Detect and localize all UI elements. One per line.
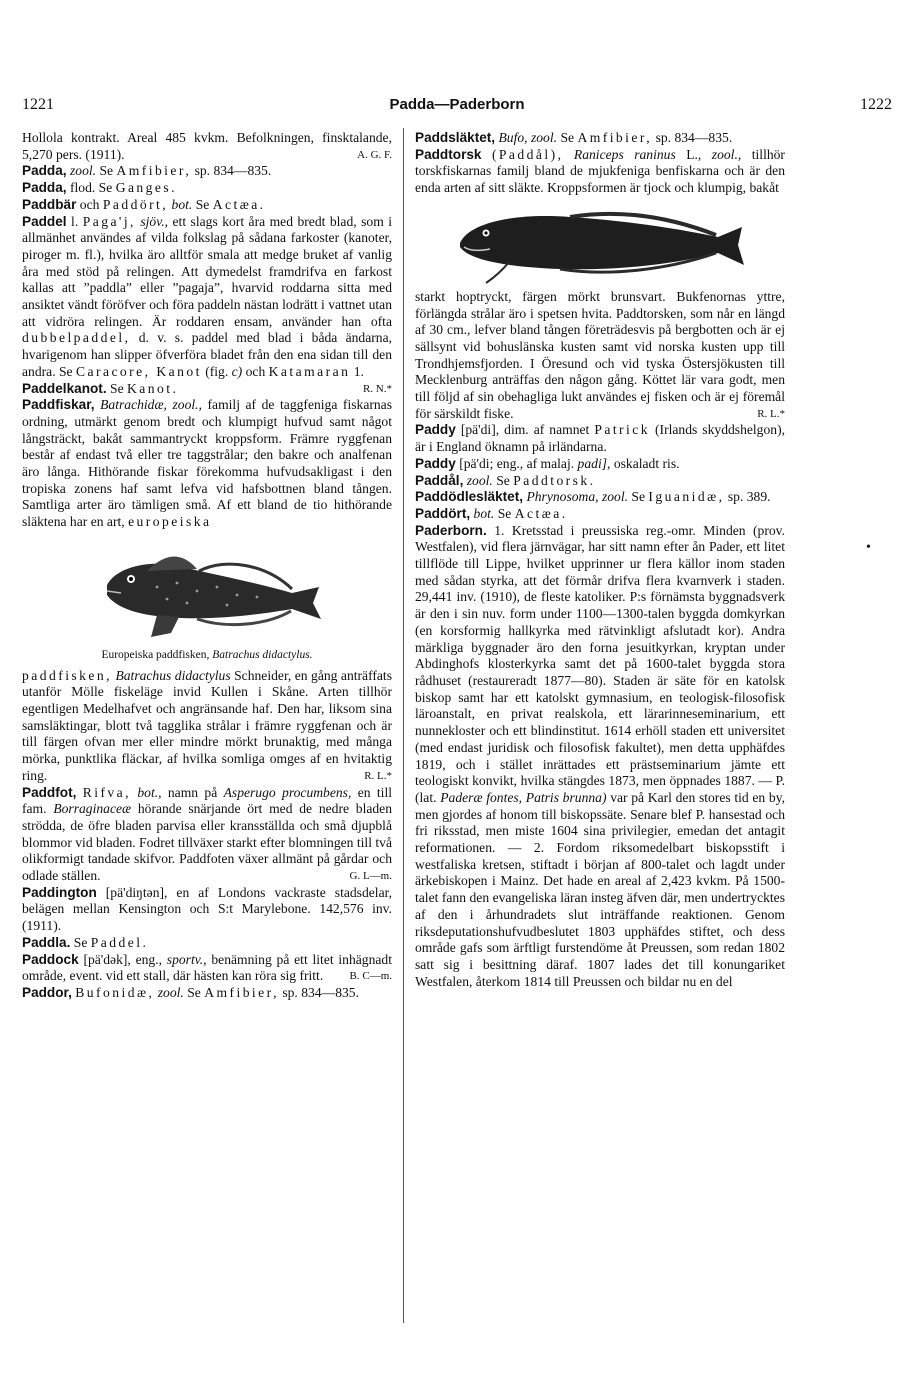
entry-padda-flod: Padda, flod. Se Ganges. <box>22 180 177 196</box>
headword: Paderborn. <box>415 522 487 538</box>
headword: Paddört, <box>415 505 471 521</box>
entry-paddort: Paddört, bot. Se Actæa. <box>415 505 568 521</box>
entry-paddy-2: Paddy [pä'di; eng., af malaj. padi], oskaladt ris. <box>415 455 680 471</box>
signature: R. L.* <box>364 769 392 782</box>
headword: Paddelkanot. <box>22 380 107 396</box>
signature: R. L.* <box>757 407 785 420</box>
headword: Paddål, <box>415 472 464 488</box>
headword: Paddington <box>22 884 97 900</box>
signature: A. G. F. <box>357 148 392 161</box>
entry-hollola: Hollola kontrakt. Areal 485 kvkm. Befolkningen, finsktalande, 5,270 pers. (1911). A. G. F. <box>22 130 392 162</box>
headword: Paddel <box>22 213 67 229</box>
entry-paddfiskar: Paddfiskar, Batrachidæ, zool., familj af de taggfeniga fiskarnas ordning, utmärkt genom bredt och klumpigt hufvud samt något långsträckt, bakåt sammantryckt kroppsform. Främre ryggfenan består af endast två eller tre taggstrålar; den bakre och analfenan äro långa. Hithörande fiskar förekomma hufvudsakligast i den tropiska zonens haf samt lefva vid hafsbottnen bland tången. Samtliga arter äro tämligen små. Af ett bland de tio hithörande släktena har en art, europeiska <box>22 397 393 530</box>
signature: B. C—m. <box>349 970 392 983</box>
column-divider <box>403 128 404 1323</box>
page-number-left: 1221 <box>22 96 54 113</box>
page-number-right: 1222 <box>860 96 892 113</box>
entry-paddtorsk-cont: starkt hoptryckt, färgen mörkt brunsvart. Bukfenornas yttre, förlängda strålar äro i spetsen hvita. Paddtorsken, som når en längd af 30 cm., lefver bland tången företrädesvis på bergbotten och är ej sällsynt vid bohuslänska kusten samt vid norska kusten upp till Trondhjemsfjorden. I Öresund och vid tyska Östersjökusten till Mecklenburg anträffas den någon gång. Köttet lär vara godt, men till följd af sin obehagliga lukt användes ej fisken och är ej föremål för särskildt fiske. R. L.* <box>415 288 785 421</box>
entry-paddelkanot: Paddelkanot. Se Kanot. <box>22 380 179 396</box>
headword: Padda, <box>22 163 67 179</box>
paddtorsk-illustration <box>450 203 750 285</box>
headword: Paddor, <box>22 984 72 1000</box>
paddtorsk-figure <box>415 203 785 285</box>
entry-padda-zool: Padda, zool. Se Amfibier, sp. 834—835. <box>22 163 272 179</box>
entry-paddfiskar-cont: paddfisken, Batrachus didactylus Schneider, en gång anträffats utanför Mölle fiskeläge invid Kullen i Skåne. Arten tillhör egentligen Medelhafvet och angränsande haf. Den har, liksom sina samsläktingar, blott två tagglika strålar i främre ryggfenan och är till färgen ofvan mer eller mindre mörkt brunaktig, med många mörka, punktlika fläckar, af hvilka somliga omges af en hvitaktig ring. R. L.* <box>22 667 392 783</box>
entry-paddel: Paddel l. Paga'j, sjöv., ett slags kort åra med bredt blad, som i allmänhet användes af vilda folkslag på sådana farkoster (kanoter, piroger m. fl.), hvilka äro alltför smala att medge bruket af vanlig åra med stöd på relingen. Att dymedelst framdrifva en farkost kallas att ”paddla” eller ”pagaja”, hvarvid roddarna sitta med ansiktet vändt föröfver och föra paddeln nästan lodrätt i vattnet utan att vidröra relingen. Är roddaren ensam, använder han ofta dubbelpaddel, d. v. s. paddel med blad i båda ändarna, hvarigenom han slipper öfverföra bladet från den ena sidan till den andra. Se Caracore, Kanot (fig. c) och Katamaran 1. R. N.* <box>22 214 392 381</box>
figure-caption: Europeiska paddfisken, Batrachus didactylus. <box>101 648 313 661</box>
entry-paddfot: Paddfot, Rifva, bot., namn på Asperugo procumbens, en till fam. Borraginaceæ hörande snärjande ört med de nedre bladen strödda, de öfre bladen parvisa eller kransställda och små djupblå blommor vid bladen. Fodret tillväxer starkt efter blomningen till två olikformigt tandade skifvor. Paddfoten växer allmänt på gårdar och odlade ställen. G. L—m. <box>22 784 393 884</box>
signature: G. L—m. <box>349 870 392 883</box>
entry-paderborn: Paderborn. 1. Kretsstad i preussiska reg.-omr. Minden (prov. Westfalen), vid flera järnvägar, har sitt namn efter ån Pader, ett litet tillflöde till Lippe, hvilket upprinner ur flera källor inom staden med sådan styrka, att det förmår drifva flera kvarnverk i staden. 29,441 inv. (1910), de fleste katoliker. P:s förnämsta byggnadsverk är den i sin nuv. form under 1100—1300-talen byggda domkyrkan (en korsformig hallkyrka med rätvinkligt afslutadt kor). Andra märkliga byggnader äro den forna jesuitkyrkan, kryptan under Abdinghofs klosterkyrka samt det på 1600-talet byggda stora rådhuset (restaureradt 1877—80). Staden är säte för en katolsk biskop samt har ett katolskt gymnasium, en teologisk-filosofisk läroanstalt, en privat realskola, ett lärarinneseminarium, ett nunnekloster och ett blindinstitut. 1614 erhöll staden ett universitet (med endast juridisk och filosofisk fakultet), men detta upphäfdes 1819, och i stället inrättades ett prästseminarium jämte ett teologiskt konvikt, hvilka stängdes 1873, men öppnades 1887. — P. (lat. Paderæ fontes, Patris brunna) var på Karl den stores tid en by, men gjordes af honom till biskopssäte. Senare blef P. hansestad och fri riksstad, men miste 1604 sina privilegier, emedan det antagit reformationen. — 2. Fordom riksomedelbart biskopsstift i westfaliska kretsen, stiftadt i början af 800-talet och lagdt under ärkebiskopen i Mainz. Det hade en areal af 2,423 kvkm. På 1500-talet fann den evangeliska läran insteg äfven där, men undertrycktes af den i århundradets slut inträffande reaktionen. Genom riksdeputationshufvudbeslutet 1803 upphäfdes stiftet, och dess område gafs som ärftligt furstendöme åt Preussen, som redan 1802 satt sig i besittning däraf. 1807 lades det till konungariket Westfalen, återkom 1814 till Preussen och bildar nu en del <box>415 522 786 989</box>
entry-paddy-1: Paddy [pä'di], dim. af namnet Patrick (Irlands skyddshelgon), är i England öknamn på irländarna. <box>415 422 786 455</box>
headword: Padda, <box>22 180 67 196</box>
entry-paddodlesläktet: Paddödlesläktet, Phrynosoma, zool. Se Iguanidæ, sp. 389. <box>415 489 771 505</box>
headword: Paddödlesläktet, <box>415 489 524 505</box>
entry-paddla: Paddla. Se Paddel. <box>22 934 149 950</box>
toadfish-figure <box>22 537 392 664</box>
entry-paddtorsk: Paddtorsk (Paddål), Raniceps raninus L., zool., tillhör torskfiskarnas familj bland de mjukfeniga benfiskarna och är den enda arten af sitt släkte. Kroppsformen är tjock och klumpig, bakåt <box>415 146 785 196</box>
entry-paddslaktet: Paddsläktet, Bufo, zool. Se Amfibier, sp. 834—835. <box>415 130 733 145</box>
headword: Paddfot, <box>22 784 77 800</box>
headword: Paddla. <box>22 934 71 950</box>
headword: Paddy <box>415 455 456 471</box>
headword: Paddock <box>22 951 79 967</box>
signature: R. N.* <box>362 382 392 395</box>
headword: Paddy <box>415 422 456 438</box>
headword: Paddtorsk <box>415 146 482 162</box>
toadfish-illustration <box>87 537 327 645</box>
headword: Paddfiskar, <box>22 397 95 413</box>
entry-paddor: Paddor, Bufonidæ, zool. Se Amfibier, sp. 834—835. <box>22 984 359 1000</box>
headword: Paddsläktet, <box>415 130 496 145</box>
headword: Paddbär <box>22 196 77 212</box>
entry-paddbar: Paddbär och Paddört, bot. Se Actæa. <box>22 196 266 212</box>
left-column <box>22 130 392 1002</box>
margin-dot: • <box>866 540 871 555</box>
page-header <box>22 96 892 120</box>
entry-paddington: Paddington [pä'diŋtən], en af Londons vackraste stadsdelar, belägen mellan Kensington och S:t Marylebone. 142,576 inv. (1911). <box>22 884 392 934</box>
running-title: Padda—Paderborn <box>389 96 525 113</box>
entry-paddock: Paddock [pä'dək], eng., sportv., benämning på ett litet inhägnadt område, event. vid ett stall, där hästen kan röra sig fritt. B. C—m. <box>22 951 393 984</box>
entry-paddal: Paddål, zool. Se Paddtorsk. <box>415 472 596 488</box>
right-column <box>415 130 785 990</box>
